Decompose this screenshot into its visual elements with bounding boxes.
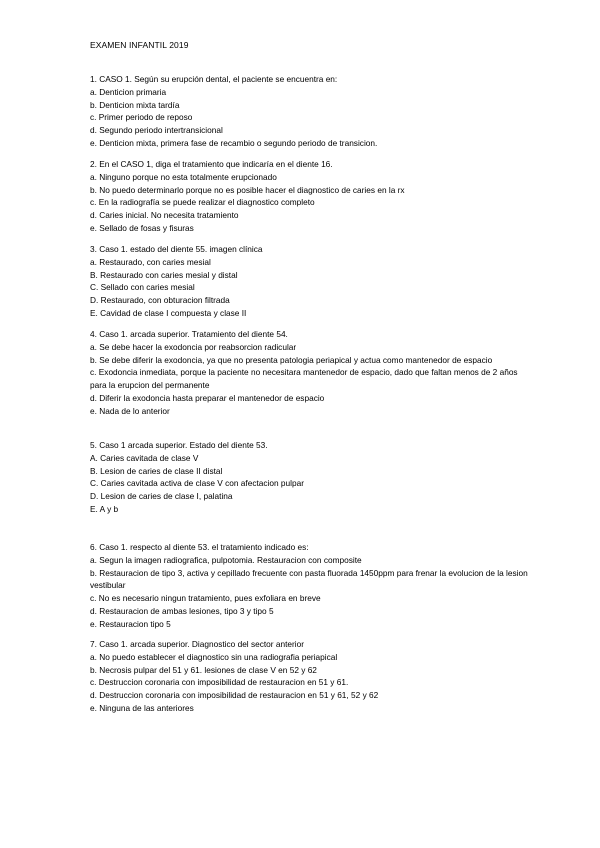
answer-option: d. Caries inicial. No necesita tratamiento [90,210,239,221]
answer-option: E. Cavidad de clase I compuesta y clase II [90,307,247,318]
answer-option: E. A y b [90,503,119,514]
question-1 [90,73,530,150]
answer-option: B. Restaurado con caries mesial y distal [90,269,238,280]
answer-option: d. Restauracion de ambas lesiones, tipo 3 y tipo 5 [90,605,274,616]
answer-option: e. Denticion mixta, primera fase de recambio o segundo periodo de transicion. [90,137,378,148]
answer-option: e. Restauracion tipo 5 [90,618,171,629]
answer-option: e. Sellado de fosas y fisuras [90,222,194,233]
answer-option: e. Nada de lo anterior [90,405,170,416]
answer-option: e. Ninguna de las anteriores [90,702,194,713]
question-stem: 3. Caso 1. estado del diente 55. imagen clínica [90,244,263,254]
answer-option: b. No puedo determinarlo porque no es posible hacer el diagnostico de caries en la rx [90,184,405,195]
document-title: EXAMEN INFANTIL 2019 [90,40,189,50]
question-stem: 5. Caso 1 arcada superior. Estado del diente 53. [90,440,268,450]
question-stem: 2. En el CASO 1, diga el tratamiento que indicaría en el diente 16. [90,159,333,169]
answer-option: c. En la radiografía se puede realizar el diagnostico completo [90,197,315,208]
answer-option: a. Ninguno porque no esta totalmente erupcionado [90,171,277,182]
answer-option: a. Denticion primaria [90,86,167,97]
question-stem: 6. Caso 1. respecto al diente 53. el tratamiento indicado es: [90,542,309,552]
answer-option: a. Se debe hacer la exodoncia por reabsorcion radicular [90,341,297,352]
answer-option: b. Denticion mixta tardía [90,99,180,110]
answer-option: d. Diferir la exodoncia hasta preparar el mantenedor de espacio [90,392,325,403]
question-stem: 1. CASO 1. Según su erupción dental, el paciente se encuentra en: [90,74,338,84]
answer-option: a. Restaurado, con caries mesial [90,256,211,267]
question-stem: 7. Caso 1. arcada superior. Diagnostico del sector anterior [90,639,304,649]
answer-option: c. Primer periodo de reposo [90,112,193,123]
answer-option: c. Destruccion coronaria con imposibilidad de restauracion en 51 y 61. [90,677,349,688]
question-5 [90,439,530,516]
answer-option: c. No es necesario ningun tratamiento, pues exfoliara en breve [90,593,321,604]
answer-option: a. Segun la imagen radiografica, pulpotomia. Restauracion con composite [90,554,362,565]
answer-option: d. Destruccion coronaria con imposibilidad de restauracion en 51 y 61, 52 y 62 [90,690,379,701]
question-3 [90,243,530,320]
answer-option: a. No puedo establecer el diagnostico sin una radiografia periapical [90,651,338,662]
answer-option: b. Necrosis pulpar del 51 y 61. lesiones de clase V en 52 y 62 [90,664,317,675]
question-4 [90,328,530,418]
answer-option: C. Caries cavitada activa de clase V con afectacion pulpar [90,478,304,489]
answer-option: c. Exodoncia inmediata, porque la paciente no necesitara mantenedor de espacio, dado que faltan menos de 2 años para la erupcion del permanente [90,367,518,391]
answer-option: A. Caries cavitada de clase V [90,452,199,463]
answer-option: C. Sellado con caries mesial [90,282,195,293]
answer-option: D. Lesion de caries de clase I, palatina [90,491,233,502]
answer-option: B. Lesion de caries de clase II distal [90,465,223,476]
answer-option: b. Restauracion de tipo 3, activa y cepillado frecuente con pasta fluorada 1450ppm para frenar la evolucion de la lesion vestibular [90,567,528,591]
answer-option: d. Segundo periodo intertransicional [90,125,223,136]
answer-option: b. Se debe diferir la exodoncia, ya que no presenta patologia periapical y actua como mantenedor de espacio [90,354,493,365]
question-stem: 4. Caso 1. arcada superior. Tratamiento del diente 54. [90,329,288,339]
question-7 [90,638,530,715]
answer-option: D. Restaurado, con obturacion filtrada [90,295,230,306]
question-6 [90,541,530,631]
question-2 [90,158,530,235]
